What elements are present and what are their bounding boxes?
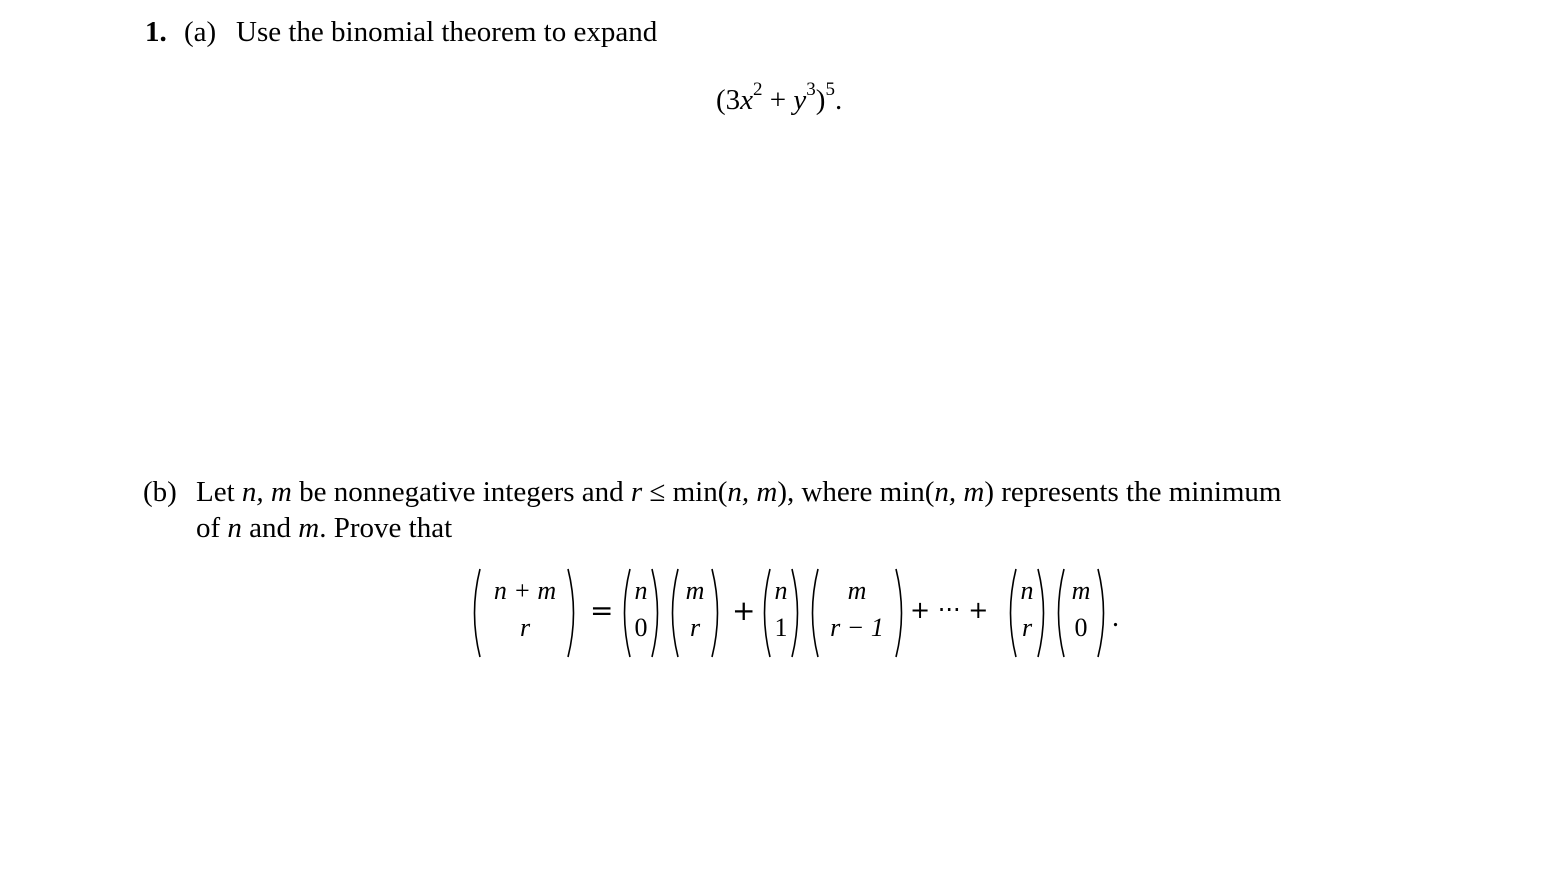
part-b-text-line2	[196, 512, 452, 545]
expr-outer-exponent: 5	[825, 79, 835, 100]
expr-y: y	[793, 84, 807, 116]
binom-top: n	[634, 576, 648, 605]
text-segment: be nonnegative integers and	[291, 476, 631, 508]
expr-x: x	[740, 84, 754, 116]
expr-x-exponent: 2	[753, 79, 763, 100]
math-variable: m	[298, 512, 320, 544]
right-paren	[894, 568, 908, 658]
text-segment: of	[196, 512, 228, 544]
expr-open: (3	[716, 84, 741, 116]
part-a-text: Use the binomial theorem to expand	[236, 16, 658, 48]
right-paren	[1096, 568, 1110, 658]
binom-top: m	[685, 576, 705, 605]
binom-bottom: r	[689, 613, 701, 642]
binom-bottom: r	[1021, 613, 1033, 642]
text-segment: ≤ min(	[642, 476, 728, 508]
expr-plus: +	[762, 84, 794, 116]
binom-bottom: 0	[634, 613, 648, 642]
right-paren	[1036, 568, 1050, 658]
math-variable: n, m	[727, 476, 778, 508]
right-paren	[710, 568, 724, 658]
part-b-text-line1	[196, 476, 1282, 509]
identity-period: .	[1112, 602, 1119, 633]
right-paren	[790, 568, 804, 658]
equals-sign: =	[590, 594, 614, 627]
expr-close: )	[815, 84, 826, 116]
expr-period: .	[834, 84, 843, 116]
expr-y-exponent: 3	[806, 79, 816, 100]
binom-bottom: 1	[774, 613, 788, 642]
part-a-label: (a)	[184, 16, 217, 48]
math-variable: n	[227, 512, 242, 544]
binomial-identity	[468, 566, 1128, 662]
text-segment: . Prove that	[319, 512, 453, 544]
binom-bottom: 0	[1074, 613, 1088, 642]
plus-sign: +	[732, 594, 756, 627]
text-segment: Let	[196, 476, 242, 508]
binom-bottom: r − 1	[830, 613, 884, 642]
binom-top: n	[1020, 576, 1034, 605]
binom-top: n + m	[493, 576, 557, 605]
text-segment: ), where min(	[777, 476, 935, 508]
binomial-expression	[716, 79, 843, 117]
text-segment: and	[241, 512, 299, 544]
right-paren	[650, 568, 664, 658]
part-b-label: (b)	[143, 476, 177, 508]
left-paren	[468, 568, 482, 658]
binom-bottom: r	[519, 613, 531, 642]
text-segment: ) represents the minimum	[984, 476, 1282, 508]
math-variable: n, m	[934, 476, 985, 508]
binom-top: n	[774, 576, 788, 605]
question-number: 1.	[145, 16, 167, 48]
binom-top: m	[1071, 576, 1091, 605]
math-variable: n, m	[241, 476, 292, 508]
right-paren	[566, 568, 580, 658]
binom-top: m	[847, 576, 867, 605]
math-variable: r	[630, 476, 643, 508]
ellipsis-sum: + ··· +	[910, 596, 989, 624]
